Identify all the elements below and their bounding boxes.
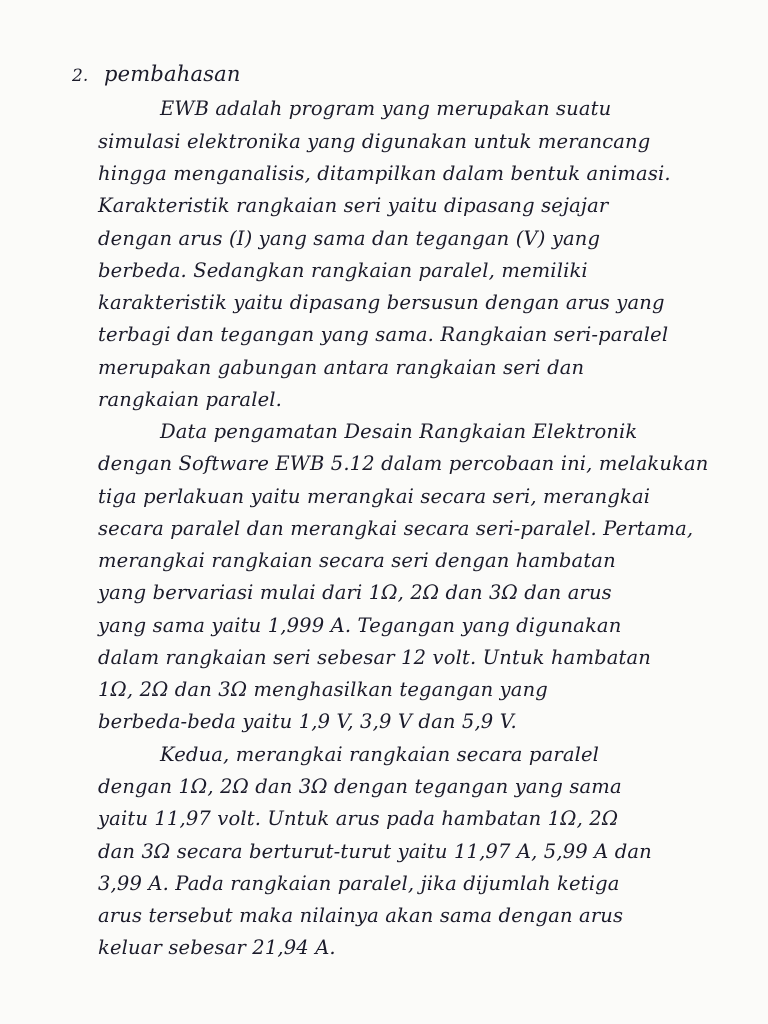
text-line: merupakan gabungan antara rangkaian seri dan [98, 356, 585, 379]
text-line: Kedua, merangkai rangkaian secara paralel [160, 743, 600, 766]
text-line: karakteristik yaitu dipasang bersusun dengan arus yang [98, 291, 665, 314]
section-title: pembahasan [104, 62, 241, 86]
text-line: Karakteristik rangkaian seri yaitu dipasang sejajar [98, 194, 609, 217]
text-line: secara paralel dan merangkai secara seri-paralel. Pertama, [98, 517, 694, 540]
text-line: keluar sebesar 21,94 A. [98, 936, 336, 959]
text-line: Data pengamatan Desain Rangkaian Elektronik [160, 420, 638, 443]
text-line: yaitu 11,97 volt. Untuk arus pada hambatan 1Ω, 2Ω [98, 807, 619, 830]
text-line: 3,99 A. Pada rangkaian paralel, jika dijumlah ketiga [98, 872, 620, 895]
text-line: simulasi elektronika yang digunakan untuk merancang [98, 130, 651, 153]
text-line: dengan Software EWB 5.12 dalam percobaan ini, melakukan [98, 452, 709, 475]
text-line: berbeda. Sedangkan rangkaian paralel, memiliki [98, 259, 588, 282]
text-line: rangkaian paralel. [98, 388, 283, 411]
text-line: dengan arus (I) yang sama dan tegangan (V) yang [98, 227, 601, 250]
text-line: 1Ω, 2Ω dan 3Ω menghasilkan tegangan yang [98, 678, 548, 701]
text-line: dan 3Ω secara berturut-turut yaitu 11,97 A, 5,99 A dan [98, 840, 652, 863]
text-line: dalam rangkaian seri sebesar 12 volt. Untuk hambatan [98, 646, 651, 669]
text-line: berbeda-beda yaitu 1,9 V, 3,9 V dan 5,9 V. [98, 710, 517, 733]
text-line: yang bervariasi mulai dari 1Ω, 2Ω dan 3Ω dan arus [98, 581, 612, 604]
text-line: hingga menganalisis, ditampilkan dalam bentuk animasi. [98, 162, 671, 185]
text-line: terbagi dan tegangan yang sama. Rangkaian seri-paralel [98, 323, 669, 346]
text-line: dengan 1Ω, 2Ω dan 3Ω dengan tegangan yang sama [98, 775, 622, 798]
text-line: arus tersebut maka nilainya akan sama dengan arus [98, 904, 624, 927]
text-line: tiga perlakuan yaitu merangkai secara seri, merangkai [98, 485, 651, 508]
text-line: merangkai rangkaian secara seri dengan hambatan [98, 549, 616, 572]
list-number: 2. [72, 66, 89, 86]
text-line: yang sama yaitu 1,999 A. Tegangan yang digunakan [98, 614, 622, 637]
text-line: EWB adalah program yang merupakan suatu [160, 97, 612, 120]
